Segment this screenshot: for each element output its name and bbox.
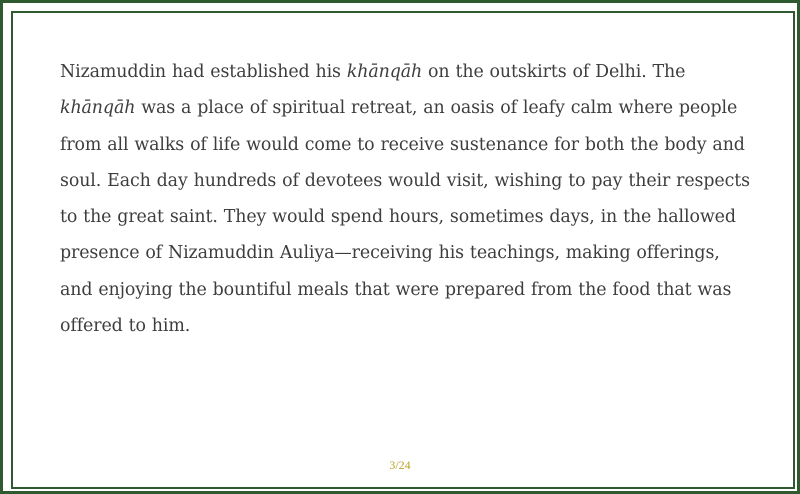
italic-term: khānqāh <box>346 62 423 82</box>
text-segment: Nizamuddin had established his <box>60 62 347 82</box>
italic-term: khānqāh <box>60 98 136 119</box>
body-paragraph <box>60 54 750 344</box>
text-segment: on the outskirts of Delhi. The <box>422 62 686 82</box>
text-segment: was a place of spiritual retreat, an oasis of leafy calm where people from all walks of life would come to receive sustenance for both the body and soul. Each day hundreds of devotees would visit, wishing to pay their respects to the great saint. They would spend hours, sometimes days, in the hallowed presence of Nizamuddin Auliya—receiving his teachings, making offerings, and enjoying the bountiful meals that were prepared from the food that was offered to him. <box>60 98 750 337</box>
page-number: 3/24 <box>389 458 411 472</box>
